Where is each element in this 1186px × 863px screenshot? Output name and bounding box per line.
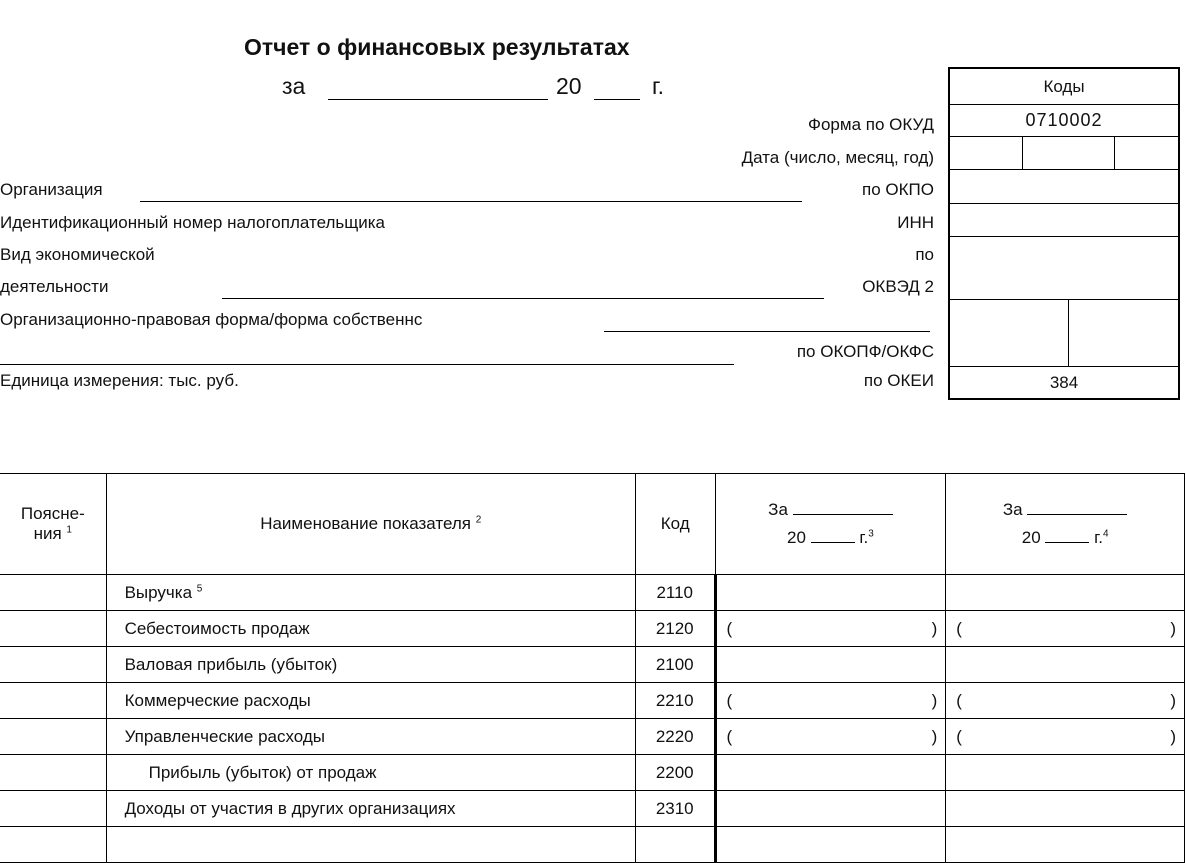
- paren-close: ): [931, 619, 938, 638]
- okopf-divider: [1068, 300, 1069, 366]
- paren-open: (: [726, 619, 733, 638]
- okopf-code-cell[interactable]: [950, 300, 1178, 367]
- okud-code[interactable]: 0710002: [950, 105, 1178, 137]
- codes-box: [948, 67, 1180, 400]
- table-row: [0, 827, 1185, 863]
- current-period-blank[interactable]: [793, 514, 893, 515]
- row-indicator-text: Управленческие расходы: [124, 726, 326, 746]
- footnote-3: 3: [868, 528, 874, 540]
- table-row: [0, 791, 1185, 827]
- period-year-suffix: г.: [652, 73, 664, 99]
- paren-close: ): [1170, 727, 1176, 746]
- okud-label: Форма по ОКУД: [808, 115, 934, 134]
- prev-period-year-blank[interactable]: [1045, 542, 1089, 543]
- date-label: Дата (число, месяц, год): [741, 148, 934, 167]
- row-code: 2200: [635, 755, 715, 791]
- paren-open: (: [956, 727, 962, 746]
- financial-results-table: [0, 473, 1185, 863]
- organization-label: Организация: [0, 180, 103, 199]
- col-header-code-text: Код: [660, 514, 690, 533]
- row-code: 2110: [635, 575, 715, 611]
- organization-field[interactable]: [140, 201, 802, 202]
- row-indicator-text: Прибыль (убыток) от продаж: [148, 762, 377, 782]
- row-notes-cell[interactable]: [0, 611, 106, 647]
- period-for-label: за: [282, 73, 306, 99]
- legal-form-label: Организационно-правовая форма/форма собственнс: [0, 310, 423, 329]
- prev-period-20: 20: [1021, 528, 1041, 547]
- row-current-value[interactable]: [715, 647, 946, 683]
- row-empty-cell[interactable]: [946, 827, 1185, 863]
- footnote-1: 1: [66, 524, 72, 536]
- row-indicator-name: [106, 719, 635, 755]
- row-prev-value[interactable]: [946, 791, 1185, 827]
- inn-label: Идентификационный номер налогоплательщика: [0, 213, 385, 232]
- paren-open: (: [956, 619, 962, 638]
- row-indicator-text: Себестоимость продаж: [124, 618, 310, 638]
- col-header-code: [635, 474, 715, 575]
- codes-header: Коды: [950, 69, 1178, 105]
- row-indicator-name: [106, 575, 635, 611]
- okei-code[interactable]: 384: [1049, 372, 1079, 392]
- current-period-za: За: [768, 500, 788, 519]
- col-header-current-period: [715, 474, 946, 575]
- row-notes-cell[interactable]: [0, 575, 106, 611]
- table-row: [0, 611, 1185, 647]
- row-indicator-name: [106, 683, 635, 719]
- okei-label: по ОКЕИ: [863, 371, 934, 390]
- unit-label: Единица измерения: тыс. руб.: [0, 371, 239, 390]
- okved-label-line2: ОКВЭД 2: [862, 277, 934, 296]
- row-notes-cell[interactable]: [0, 791, 106, 827]
- row-empty-cell[interactable]: [635, 827, 715, 863]
- paren-close: ): [931, 691, 938, 710]
- row-indicator-text: Доходы от участия в других организациях: [124, 798, 456, 818]
- inn-code-cell[interactable]: [950, 204, 1178, 237]
- page-title: Отчет о финансовых результатах: [244, 34, 630, 60]
- current-period-g: г.: [859, 528, 869, 547]
- okopf-label: по ОКОПФ/ОКФС: [796, 342, 934, 361]
- row-current-value[interactable]: [715, 791, 946, 827]
- row-prev-value[interactable]: [946, 683, 1185, 719]
- table-row: [0, 647, 1185, 683]
- row-code: 2120: [635, 611, 715, 647]
- activity-label-line2: деятельности: [0, 277, 109, 296]
- footnote-2: 2: [475, 514, 482, 526]
- row-indicator-text: Коммерческие расходы: [124, 690, 311, 710]
- table-row: [0, 719, 1185, 755]
- row-prev-value[interactable]: [946, 611, 1185, 647]
- row-footnote: 5: [196, 582, 203, 594]
- table-row: [0, 755, 1185, 791]
- paren-open: (: [956, 691, 962, 710]
- row-empty-cell[interactable]: [0, 827, 106, 863]
- paren-close: ): [1170, 619, 1176, 638]
- okved-code-cell[interactable]: [950, 237, 1178, 300]
- row-empty-cell[interactable]: [106, 827, 635, 863]
- row-current-value[interactable]: [715, 575, 946, 611]
- prev-period-g: г.: [1094, 528, 1103, 547]
- legal-form-field-1[interactable]: [604, 331, 930, 332]
- prev-period-blank[interactable]: [1027, 514, 1127, 515]
- period-year-blank[interactable]: [594, 99, 640, 100]
- okpo-code-cell[interactable]: [950, 170, 1178, 204]
- row-notes-cell[interactable]: [0, 683, 106, 719]
- prev-period-za: За: [1002, 500, 1023, 519]
- row-prev-value[interactable]: [946, 755, 1185, 791]
- row-indicator-name: [106, 791, 635, 827]
- col-header-prev-period: [946, 474, 1185, 575]
- row-current-value[interactable]: [715, 683, 946, 719]
- row-notes-cell[interactable]: [0, 755, 106, 791]
- col-header-notes-line1: Поясне-: [20, 504, 85, 523]
- row-code: 2210: [635, 683, 715, 719]
- row-current-value[interactable]: [715, 719, 946, 755]
- activity-label-line1: Вид экономической: [0, 245, 155, 264]
- col-header-name: [106, 474, 635, 575]
- current-period-year-blank[interactable]: [811, 542, 855, 543]
- row-code: 2100: [635, 647, 715, 683]
- row-indicator-name: [106, 647, 635, 683]
- paren-close: ): [931, 727, 938, 746]
- period-year-prefix: 20: [556, 73, 582, 99]
- row-notes-cell[interactable]: [0, 719, 106, 755]
- date-code-cell[interactable]: [950, 137, 1178, 170]
- row-prev-value[interactable]: [946, 647, 1185, 683]
- row-prev-value[interactable]: [946, 719, 1185, 755]
- row-prev-value[interactable]: [946, 575, 1185, 611]
- col-header-notes: [0, 474, 106, 575]
- row-indicator-text: Валовая прибыль (убыток): [124, 654, 338, 674]
- table-header-row: [0, 474, 1185, 575]
- row-code: 2310: [635, 791, 715, 827]
- inn-code-label: ИНН: [897, 213, 934, 232]
- col-header-notes-line2: ния: [33, 524, 62, 543]
- table-row: [0, 575, 1185, 611]
- period-blank[interactable]: [328, 99, 548, 100]
- date-divider-1: [1022, 137, 1023, 169]
- row-indicator-name: [106, 611, 635, 647]
- col-header-name-text: Наименование показателя: [260, 514, 471, 533]
- current-period-20: 20: [787, 528, 806, 547]
- activity-field[interactable]: [222, 298, 824, 299]
- okved-label-line1: по: [915, 245, 934, 264]
- row-notes-cell[interactable]: [0, 647, 106, 683]
- okpo-label: по ОКПО: [862, 180, 934, 199]
- row-indicator-name: [106, 755, 635, 791]
- table-row: [0, 683, 1185, 719]
- paren-open: (: [726, 727, 733, 746]
- legal-form-field-2[interactable]: [0, 364, 734, 365]
- row-empty-cell[interactable]: [715, 827, 946, 863]
- date-divider-2: [1114, 137, 1115, 169]
- paren-close: ): [1170, 691, 1176, 710]
- footnote-4: 4: [1102, 528, 1109, 540]
- row-indicator-text: Выручка: [124, 582, 193, 602]
- row-current-value[interactable]: [715, 611, 946, 647]
- paren-open: (: [726, 691, 733, 710]
- row-current-value[interactable]: [715, 755, 946, 791]
- row-code: 2220: [635, 719, 715, 755]
